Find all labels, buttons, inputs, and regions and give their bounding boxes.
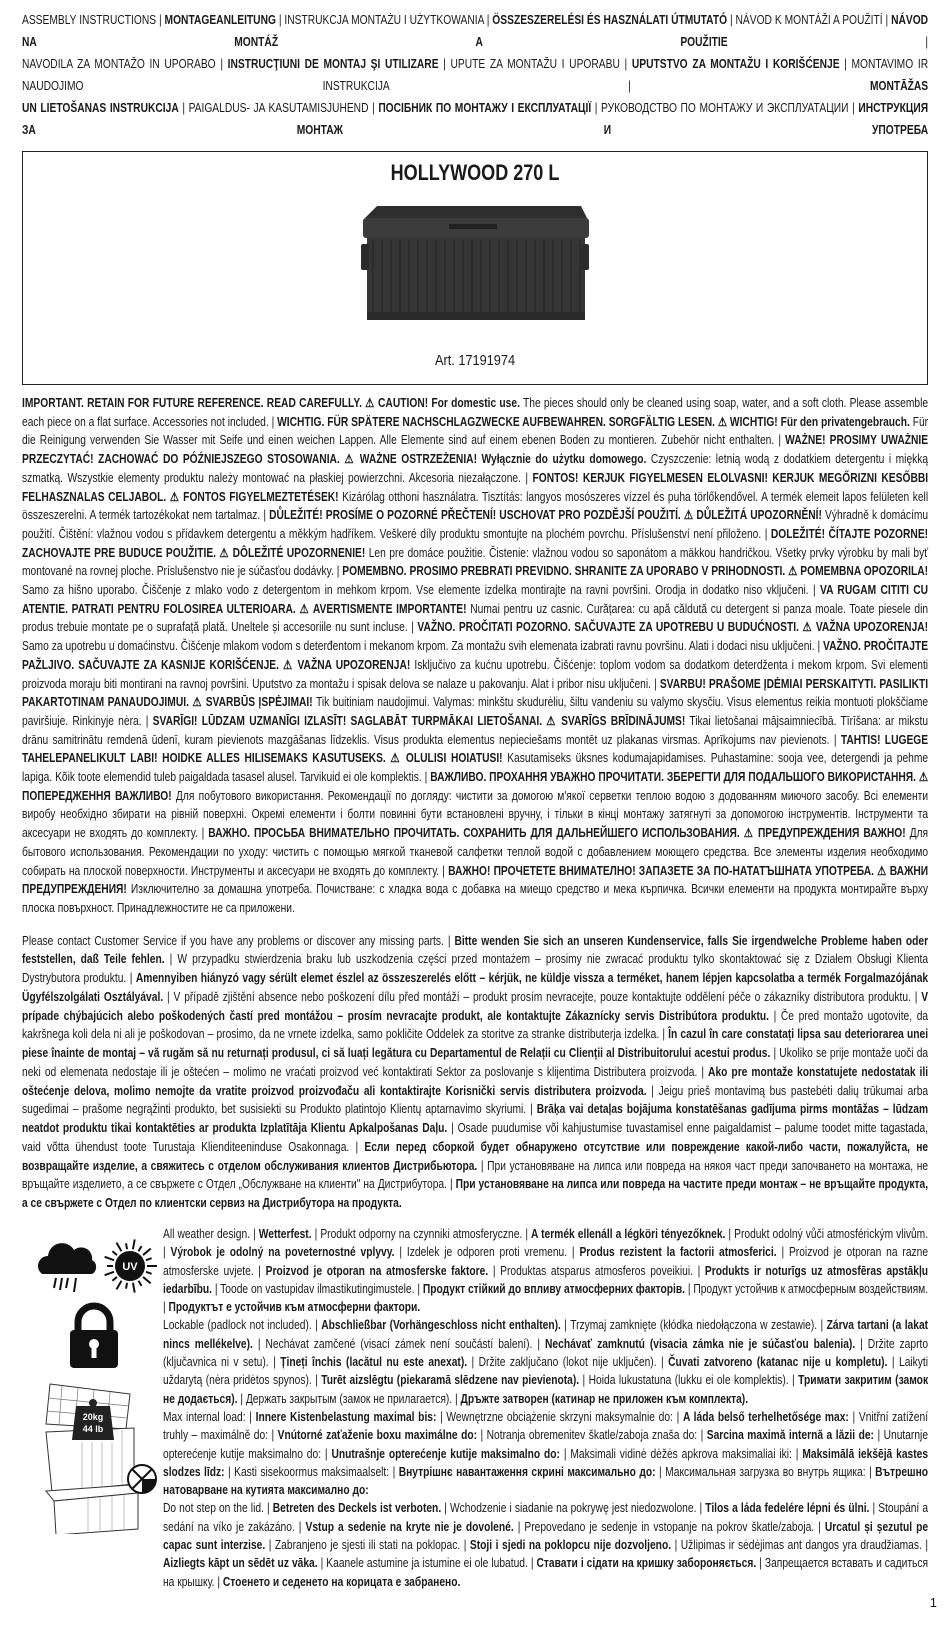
feature-text-bold: Stoji i sjedi na poklopcu nije dozvoljeno. bbox=[469, 1537, 672, 1552]
feature-text: | Laikyti uždarytą (nėra pridėtos spynos). | bbox=[163, 1355, 929, 1388]
contact-text-bold: Brāķa vai detaļas bojājuma konstatēšanas gadījuma pirms montāžas – lūdzam neatdot produktu tikai kontaktēties ar produkta Izplatītāja Klientu Apkalpošanas Daļu. bbox=[22, 1102, 929, 1136]
feature-text-bold: Produs rezistent la factorii atmosferici. bbox=[579, 1245, 777, 1260]
feature-text: | Продукт устойчив к атмосферным воздействиям. | bbox=[163, 1281, 929, 1315]
feature-text-bold: Vstup a sedenie na kryte nie je dovolené. bbox=[305, 1519, 514, 1534]
product-title: HOLLYWOOD 270 L bbox=[390, 160, 560, 185]
feature-text: | Izdelek je odporen proti vremenu. | bbox=[394, 1245, 580, 1260]
feature-text-bold: Maksimālā iekšējā kastes slodzes līdz: bbox=[163, 1446, 929, 1479]
feature-text-bold: Ставати і сідати на кришку забороняється. bbox=[536, 1556, 757, 1571]
warning-text: Samo za hišno uporabo. Čiščenje z mlako vodo z detergentom in mehkom krpom. Vse elemente izdelka montirajte na ravni površini. Orodja in dodatko niso vključeni. | bbox=[22, 583, 820, 598]
feature-text: | Produkt odolný vůči atmosférickým vlivům. | bbox=[163, 1226, 929, 1260]
feature-text-bold: Aizliegts kāpt un sēdēt uz vāka. bbox=[163, 1556, 318, 1571]
header-text: | UPUTE ZA MONTAŽU I UPORABU | bbox=[438, 57, 632, 71]
header-text: | MONTAVIMO IR NAUDOJIMO INSTRUKCIJA | bbox=[22, 57, 929, 93]
warning-text-bold: SVARĪGI! LŪDZAM UZMANĪGI IZLASĪT! SAGLABĀT TURPMĀKAI LIETOŠANAI. ⚠ SVARĪGS BRĪDINĀJUMS! bbox=[152, 713, 686, 728]
feature-text-bold: Vnútorné zaťaženie boxu maximálne do: bbox=[277, 1428, 478, 1443]
rain-cloud-icon bbox=[38, 1243, 96, 1292]
warning-text: Для бытового использования. Рекомендации по уходу: чистить с помощью мягкой тканевой салфетки теплой водой с добавлением моющего средства. Все элементы изделия необходимо собирать на плоской поверхности. Инструменты и аксесуари не входять до комплекту. | bbox=[22, 826, 929, 878]
header-text-bold: ÖSSZESZERELÉSI ÉS HASZNÁLATI ÚTMUTATÓ bbox=[492, 13, 728, 27]
warning-text: Samo za upotrebu u domaćinstvu. Čišćenje mlakom vodom s deterđentom i mekanom krpom. Za montažu svih elemenata izabrati ravnu površinu. Alati i dodaci nisu uključeni. | bbox=[22, 639, 824, 654]
feature-text: | Stoupání a sedání na víko je zakázáno. | bbox=[163, 1501, 929, 1534]
header-text-bold: UN LIETOŠANAS INSTRUKCIJA bbox=[22, 101, 179, 115]
header-text: | bbox=[727, 35, 929, 49]
product-box bbox=[22, 151, 928, 385]
contact-text-bold: Amennyiben hiányzó vagy sérült elemet észlel az összeszerelés előtt – kérjük, ne küldje vissza a terméket, hanem lépjen kapcsolatba a termék Forgalmazójának Ügyfélszolgálati Osztályával. bbox=[22, 971, 929, 1004]
contact-text-bold: V prípade chýbajúcich alebo poškodených častí pred montážou – prosím nevracajte produkt, ale kontaktujte Zákaznícky servis Distribútora produktu. bbox=[22, 989, 929, 1023]
contact-text: | W przypadku stwierdzenia braku lub uszkodzenia części przed montażem – prosimy nie zwracać produktu tylko skontaktować się z Działem Obsługi Klienta Dystrybutora produktu. | bbox=[22, 952, 929, 986]
feature-text-bold: Wetterfest. bbox=[258, 1226, 312, 1241]
header-line bbox=[22, 9, 928, 53]
warning-text-bold: DOLEŽITÉ! ČÍTAJTE POZORNE! ZACHOVAJTE PRE BUDUCE POUŽITIE. ⚠ DÔLEŽITÉ UPOZORNENIE! bbox=[22, 526, 929, 560]
feature-text: | Vnitřní zatížení truhly – maximálně do: | bbox=[163, 1409, 929, 1443]
feature-text: Do not step on the lid. | bbox=[163, 1501, 273, 1516]
contact-text-bold: При установяване на липса или повреда на частите преди монтаж – не връщайте продукта, а се свържете с Отдел по клиентски сервиз на Дистрибутора на продукта. bbox=[22, 1177, 929, 1211]
padlock-icon bbox=[70, 1306, 118, 1368]
feature-text-bold: Țineți închis (lacătul nu este anexat). bbox=[280, 1355, 468, 1370]
features-section bbox=[22, 1225, 928, 1591]
header-line bbox=[22, 53, 928, 97]
feature-text-bold: Turēt aizslēgtu (piekaramā slēdzene nav pievienota). bbox=[321, 1373, 580, 1388]
warning-text: Czyszczenie: letnią wodą z dodatkiem detergentu i miękką szmatką. Wszystkie elementy produktu należy montować na płaskiej powierzchni. Akcesoria niezałączone. | bbox=[22, 452, 929, 485]
feature-descriptions bbox=[163, 1225, 928, 1591]
header-text-bold: INSTRUCŢIUNI DE MONTAJ ŞI UTILIZARE bbox=[227, 57, 439, 71]
feature-text-bold: Zárva tartani (a lakat nincs mellékelve). bbox=[163, 1318, 929, 1351]
feature-text: | Kasti sisekoormus maksimaalselt: | bbox=[224, 1464, 399, 1479]
feature-icons bbox=[22, 1225, 163, 1591]
feature-text: | Запрещается вставать и садиться на крышку. | bbox=[163, 1556, 929, 1589]
header-text: | PAIGALDUS- JA KASUTAMISJUHEND | bbox=[178, 101, 379, 115]
feature-text-bold: Tilos a láda fedelére lépni és ülni. bbox=[705, 1501, 870, 1516]
header-text: | INSTRUKCJA MONTAŻU I UŻYTKOWANIA | bbox=[275, 13, 493, 27]
feature-text-bold: Proizvod je otporan na atmosferske faktore. bbox=[265, 1263, 489, 1278]
warning-text: Для побутового використання. Рекомендації по догляду: чистити за домогою м'якої серветки теплою водою з додованням миючого засобу. Всі елементи виробу необхідно збирати на рівній поверхні. Окремі елементи і болти повинні бути встановлені вручну, і тільки в кінці монтажу затягнуті за допомогою інструментів. Інструменти та аксесуари не входять до комплекту. | bbox=[22, 788, 929, 841]
header-text: | РУКОВОДСТВО ПО МОНТАЖУ И ЭКСПЛУАТАЦИИ | bbox=[591, 101, 859, 115]
header-text: ASSEMBLY INSTRUCTIONS | bbox=[22, 13, 165, 27]
page bbox=[22, 9, 937, 1640]
feature-text-bold: A termék ellenáll a légköri tényezőknek. bbox=[531, 1226, 726, 1241]
feature-text-bold: Дръжте затворен (катинар не приложен към комплекта). bbox=[460, 1391, 749, 1406]
feature-text: | Maksimali vidinė dėžės apkrova maksimaliai iki: | bbox=[559, 1446, 803, 1461]
feature-text-bold: Продукт стійкий до впливу атмосферних факторів. bbox=[422, 1281, 685, 1296]
header-text-bold: ПОСІБНИК ПО МОНТАЖУ І ЕКСПЛУАТАЦІЇ bbox=[378, 101, 592, 115]
feature-text: | Prepovedano je sedenje in vstopanje na pokrov škatle/zaboja. | bbox=[513, 1519, 825, 1534]
warning-text-bold: VAŽNO. PROČITAJTE PAŽLJIVO. SAČUVAJTE ZA KASNIJE KORIŠĆENJE. ⚠ VAŽNA UPOZORENJA! bbox=[22, 639, 929, 672]
feature-text-bold: Nechávať zamknutú (visacia zámka nie je súčasťou balenia). bbox=[545, 1336, 856, 1351]
warning-text-bold: ВАЖНО! ПРОЧЕТЕТЕ ВНИМАТЕЛНО! ЗАПАЗЕТЕ ЗА ПО-НАТАТЪШНАТА УПОТРЕБА. ⚠ ВАЖНИ ПРЕДУПРЕЖДЕНИЯ! bbox=[22, 863, 929, 897]
feature-paragraph bbox=[163, 1225, 928, 1316]
feature-text: | Toode on vastupidav ilmastikutingimustele. | bbox=[211, 1281, 423, 1296]
contact-text: | Jeigu prieš montavimą bus pastebėti dalių trūkumai arba sugedimai – prašome negrąžinti produkto, bet susisiekti su Produkto platintojo Klientų aptarnavimo skyriumi. | bbox=[22, 1083, 929, 1117]
max-load-box-icon bbox=[46, 1384, 134, 1492]
feature-text: | Užlipimas ir sėdėjimas ant dangos yra draudžiamas. | bbox=[671, 1537, 929, 1552]
header-text-bold: ИНСТРУКЦИЯ ЗА МОНТАЖ И УПОТРЕБА bbox=[22, 101, 929, 137]
feature-text: All weather design. | bbox=[163, 1226, 259, 1241]
contact-text: | Če pred montažo ugotovite, da kakršnega koli dela ni ali je poškodovan – prosimo, da ne vrnete izdelka, samo pokličite Oddelek za storitve za stranke distributerja izdelka. | bbox=[22, 1008, 929, 1042]
warning-text: Für die Reinigung verwenden Sie Wasser mit Seife und einen weichen Lappen. Alle Elemente sind auf einem ebenen Boden zu montieren. Zubehör nicht enthalten. | bbox=[22, 414, 929, 448]
feature-text-bold: Unutrašnje opterećenje kutije maksimalno do: bbox=[331, 1446, 560, 1461]
warning-text: Kasutamiseks üksnes kodumajapidamises. Puhastamine: sooja vee, detergendi ja pehme lapiga. Kõik toote elemendid tuleb paigaldada tasasel alusel. Tarvikuid ei ole komplektis. | bbox=[22, 751, 929, 785]
warning-text-bold: POMEMBNO. PROSIMO PREBRATI PREVIDNO. SHRANITE ZA UPORABO V PRIHODNOSTI. ⚠ POMEMBNA OPOZORILA! bbox=[342, 564, 929, 579]
feature-text-bold: Betreten des Deckels ist verboten. bbox=[272, 1501, 442, 1516]
feature-text: | Trzymaj zamknięte (kłódka niedołączona w zestawie). | bbox=[560, 1318, 827, 1333]
contact-text-bold: Bitte wenden Sie sich an unseren Kundenservice, falls Sie irgendwelche Probleme haben oder feststellen, daß Teile fehlen. bbox=[22, 933, 929, 967]
header-text: | NÁVOD K MONTÁŽI A POUŽITÍ | bbox=[727, 13, 892, 27]
warning-text: Kizárólag otthoni használatra. Tisztítás: langyos mosószeres vízzel és puha törlőkendővel. A termék elemeit lapos felületen kell összeszerelni. A termék tartozékokat nem tartalmaz. | bbox=[22, 489, 929, 523]
contact-text-bold: Ako pre montaže konstatujete nedostatak ili oštećenje delova, molimo nemojte da vratite proizvod proizvođaču ali kontaktirajte Korisnički servis distributera proizvoda. bbox=[22, 1064, 929, 1098]
header-text-bold: MONTAGEANLEITUNG bbox=[164, 13, 276, 27]
warning-text: Numai pentru uz casnic. Curățarea: cu apă căldută cu detergent si panza moale. Toate piesele din produs trebuie montate pe o suprafață plată. Uneltele și accesoriile nu sunt incluse. | bbox=[22, 601, 929, 635]
warning-text-bold: DŮLEŽITÉ! PROSÍME O POZORNÉ PŘEČTENÍ! USCHOVAT PRO POZDĚJŠÍ POUŽITÍ. ⚠ DŮLEŽITÁ UPOZORNĚNÍ! bbox=[269, 508, 822, 523]
language-header bbox=[22, 9, 928, 141]
warning-text: The pieces should only be cleaned using soap, water, and a soft cloth. Please assemble each piece on a flat surface. Accessories not included. | bbox=[22, 396, 929, 429]
uv-label: UV bbox=[122, 1260, 138, 1273]
feature-text: Lockable (padlock not included). | bbox=[163, 1318, 322, 1333]
warning-text-bold: ВАЖЛИВО. ПРОХАННЯ УВАЖНО ПРОЧИТАТИ. ЗБЕРЕГТИ ДЛЯ ПОДАЛЬШОГО ВИКОРИСТАННЯ. ⚠ ПОПЕРЕДЖЕННЯ ВАЖЛИВО! bbox=[22, 770, 929, 803]
feature-paragraph bbox=[163, 1316, 928, 1407]
contact-text: | Osade puudumise või kahjustumise tuvastamisel enne paigaldamist – palume toodet mitte tagastada, vaid võtta ühendust toote Turustaja Klienditeeninduse Osakonnaga. | bbox=[22, 1121, 929, 1154]
page-number: 1 bbox=[929, 1594, 937, 1610]
feature-text: | Максимальная загрузка во внутрь ящика: | bbox=[655, 1464, 876, 1479]
header-text-bold: NÁVOD NA MONTÁŽ A POUŽITIE bbox=[22, 13, 929, 49]
warning-text: Tik buitiniam naudojimui. Valymas: minkštu skudurėliu, šiltu vandeniu su valymo skysčiu. Visus elementus reikia montuoti plokščiame paviršiuje. Rinkinyje nėra. | bbox=[22, 695, 929, 728]
contact-text-bold: Если перед сборкой будет обнаружено отсутствие или повреждение какой-либо части, пожалуйста, не возвращайте изделие, а свяжитесь с отделом обслуживания клиентов Дистрибьютора. bbox=[22, 1139, 929, 1173]
contact-text-bold: În cazul în care constatați lipsa sau deteriorarea unei piese înainte de montaj – vă rugăm să nu returnați produsul, ci să luați legătura cu Departamentul de Relații cu Clienții al Distribuitorului acestui produs. bbox=[22, 1027, 929, 1061]
feature-text: Max internal load: | bbox=[163, 1409, 256, 1424]
warning-text-bold: WAŻNE! PROSIMY UWAŻNIE PRZECZYTAĆ! ZACHOWAĆ DO PÓŹNIEJSZEGO STOSOWANIA. ⚠ WAŻNE OSTRZEŻENIA! Wyłącznie do użytku domowego. bbox=[22, 433, 929, 467]
contact-text: | При установяване на липса или повреда на някоя част преди започването на монтажа, не връщайте изделието, а се свържете с Отдел „Обслужване на клиенти" на Дистрибутора. | bbox=[22, 1158, 929, 1192]
warning-text-bold: VA RUGAM CITITI CU ATENTIE. PATRATI PENTRU FOLOSIREA ULTERIOARA. ⚠ AVERTISMENTE IMPORTANTE! bbox=[22, 583, 929, 616]
feature-paragraph bbox=[163, 1499, 928, 1590]
contact-text: Please contact Customer Service if you have any problems or discover any missing parts. | bbox=[22, 933, 455, 948]
feature-text-bold: Innere Kistenbelastung maximal bis: bbox=[255, 1409, 437, 1424]
warning-text: Изключително за домашна употреба. Почистване: с хладка вода с добавка на миещо средство и мека кърпичка. Всички елементи на продукта монтирайте върху плоска повърхност. Принадлежностите не са приложени. bbox=[22, 882, 929, 915]
warning-text: Výhradně k domácímu použití. Čištění: vlažnou vodou s přídavkem detergentu a měkkým hadříkem. Veškeré díly produktu smontujte na plochém povrchu. Příslušenství není přiloženo. | bbox=[22, 508, 929, 541]
uv-sun-icon bbox=[105, 1239, 157, 1292]
feature-text-bold: Výrobok je odolný na poveternostné vplyvy. bbox=[170, 1245, 395, 1260]
header-line bbox=[22, 97, 928, 141]
warning-text: Isključivo za kućnu upotrebu. Čišćenje: toplom vodom sa dodatkom deterdženta i mekom krpom. Svi elementi proizvoda moraju biti montirani na ravnoj površini. Uputstvo za montažu i spisak delova se nalaze u pakovanju. Alat i pribor nisu uključeni. | bbox=[22, 657, 929, 691]
feature-text: | Produkt odporny na czynniki atmosferyczne. | bbox=[311, 1226, 532, 1241]
header-text-bold: UPUTSTVO ZA MONTAŽU I KORIŠĆENJE bbox=[631, 57, 840, 71]
feature-text: | Držite zaprto (ključavnica ni v setu). | bbox=[163, 1336, 929, 1370]
warning-text: Len pre domáce použitie. Čistenie: vlažnou vodou so saponátom a mäkkou handričkou. Všetky prvky výrobku by mali byť montované na rovnej ploche. Príslušenstvo nie je súčasťou dodávky. | bbox=[22, 545, 929, 579]
feature-text: | Hoida lukustatuna (lukku ei ole komplektis). | bbox=[579, 1373, 799, 1388]
feature-text: | Nechávat zamčené (visací zámek není součástí balení). | bbox=[252, 1336, 546, 1351]
feature-text-bold: Стоенето и седенето на корицата е забранено. bbox=[222, 1574, 461, 1589]
header-text-bold: MONTĀŽAS bbox=[870, 79, 929, 93]
contact-text: | V případě zjištění absence nebo poškození dílu před montáží – produkt prosím nevracejte, pouze kontaktujte oddělení péče o zákazníky distributora produktu. | bbox=[163, 989, 922, 1004]
load-kg-label: 20kg bbox=[82, 1411, 104, 1422]
feature-text: | Kaanele astumine ja istumine ei ole lubatud. | bbox=[317, 1556, 537, 1571]
feature-text: | Держать закрытым (замок не прилагается). | bbox=[237, 1391, 461, 1406]
warning-text: Tikai lietošanai mājsaimniecībā. Tīrīšana: ar mikstu drānu samitrinātu remdenā ūdenī, kuram pievienots mazgāšanas līdzeklis. Visus produkta elementus nepieciešams montēt uz plakanas virsmas. Aprīkojums nav pievienots. | bbox=[22, 713, 929, 747]
warning-text-bold: VAŽNO. PROČITATI POZORNO. SAČUVAJTE ZA UPOTREBU U BUDUĆNOSTI. ⚠ VAŽNA UPOZORENJA! bbox=[417, 620, 929, 635]
feature-text: | Unutarnje opterećenje kutije maksimalno do: | bbox=[163, 1428, 929, 1461]
feature-text-bold: Sarcina maximă internă a lăzii de: bbox=[706, 1428, 874, 1443]
warning-text-bold: IMPORTANT. RETAIN FOR FUTURE REFERENCE. READ CAREFULLY. ⚠ CAUTION! For domestic use. bbox=[22, 396, 520, 410]
warning-text-bold: ВАЖНО. ПРОСЬБА ВНИМАТЕЛЬНО ПРОЧИТАТЬ. СОХРАНИТЬ ДЛЯ ДАЛЬНЕЙШЕГО ИСПОЛЬЗОВАНИЯ. ⚠ ПРЕДУПРЕЖДЕНИЯ ВАЖНО! bbox=[208, 826, 906, 841]
feature-paragraph bbox=[163, 1408, 928, 1499]
warning-text-bold: WICHTIG. FÜR SPÄTERE NACHSCHLAGZWECKE AUFBEWAHREN. SORGFÄLTIG LESEN. ⚠ WICHTIG! Für den privatengebrauch. bbox=[277, 414, 910, 429]
warning-text-bold: FONTOS! KERJUK FIGYELMESEN ELOLVASNI! KERJUK MEGŐRIZNI KESŐBBI FELHASZNALAS CELJABOL. ⚠ FONTOS FIGYELMEZTETÉSEK! bbox=[22, 470, 929, 504]
article-number: Art. 17191974 bbox=[434, 352, 516, 369]
feature-text: | Notranja obremenitev škatle/zaboja znaša do: | bbox=[477, 1428, 707, 1443]
safety-warnings bbox=[22, 394, 928, 918]
feature-text-bold: A láda belső terhelhetősége max: bbox=[682, 1409, 849, 1424]
feature-text-bold: Produkts ir noturīgs uz atmosfēras apstākļu iedarbību. bbox=[163, 1263, 929, 1296]
header-text: NAVODILA ZA MONTAŽO IN UPORABO | bbox=[22, 57, 228, 71]
feature-text: | Zabranjeno je sjesti ili stati na poklopac. | bbox=[265, 1537, 470, 1552]
feature-text: | Držite zaključano (lokot nije uključen). | bbox=[467, 1355, 669, 1370]
feature-text: | Wchodzenie i siadanie na pokrywę jest niedozwolone. | bbox=[441, 1501, 706, 1516]
warning-text-bold: TAHTIS! LUGEGE TAHELEPANELIKULT LABI! HOIDKE ALLES HILISEMAKS KASUTUSEKS. ⚠ OLULISI HOIATUSI! bbox=[22, 732, 929, 766]
feature-text-bold: Urcatul și șezutul pe capac sunt interzise. bbox=[163, 1519, 929, 1552]
feature-text-bold: Тримати закритим (замок не додається). bbox=[163, 1373, 929, 1406]
feature-text-bold: Abschließbar (Vorhängeschloss nicht enthalten). bbox=[321, 1318, 561, 1333]
feature-descriptions-column bbox=[163, 1225, 928, 1591]
feature-text-bold: Внутрішнє навантаження скрині максимально до: bbox=[398, 1464, 656, 1479]
customer-service-notice bbox=[22, 932, 928, 1213]
feature-text: | Produktas atsparus atmosferos poveikiui. | bbox=[488, 1263, 705, 1278]
feature-text-bold: Čuvati zatvoreno (katanac nije u kompletu). bbox=[668, 1355, 888, 1370]
warning-text-bold: SVARBU! PRAŠOME ĮDĖMIAI PERSKAITYTI. PASILIKTI PAKARTOTINAM PANAUDOJIMUI. ⚠ SVARBŪS ĮSPĖJIMAI! bbox=[22, 676, 929, 710]
feature-text-bold: Продуктът е устойчив към атмосферни фактори. bbox=[168, 1300, 421, 1315]
storage-box-image bbox=[359, 204, 591, 322]
contact-text: | Ukoliko se prije montaže uoči da neki od elemenata nedostaje ili je oštećen – molimo ne vraćati proizvod već kontaktirati Sektor za poslovanje s klijentima Distributera proizvoda. | bbox=[22, 1046, 929, 1079]
feature-text: | Proizvod je otporan na razne atmosferske uvjete. | bbox=[163, 1245, 929, 1278]
feature-text: | Wewnętrzne obciążenie skrzyni maksymalnie do: | bbox=[436, 1409, 683, 1424]
feature-text-bold: Вътрешно натоварване на кутията максимално до: bbox=[163, 1464, 929, 1498]
load-lb-label: 44 lb bbox=[82, 1423, 104, 1434]
